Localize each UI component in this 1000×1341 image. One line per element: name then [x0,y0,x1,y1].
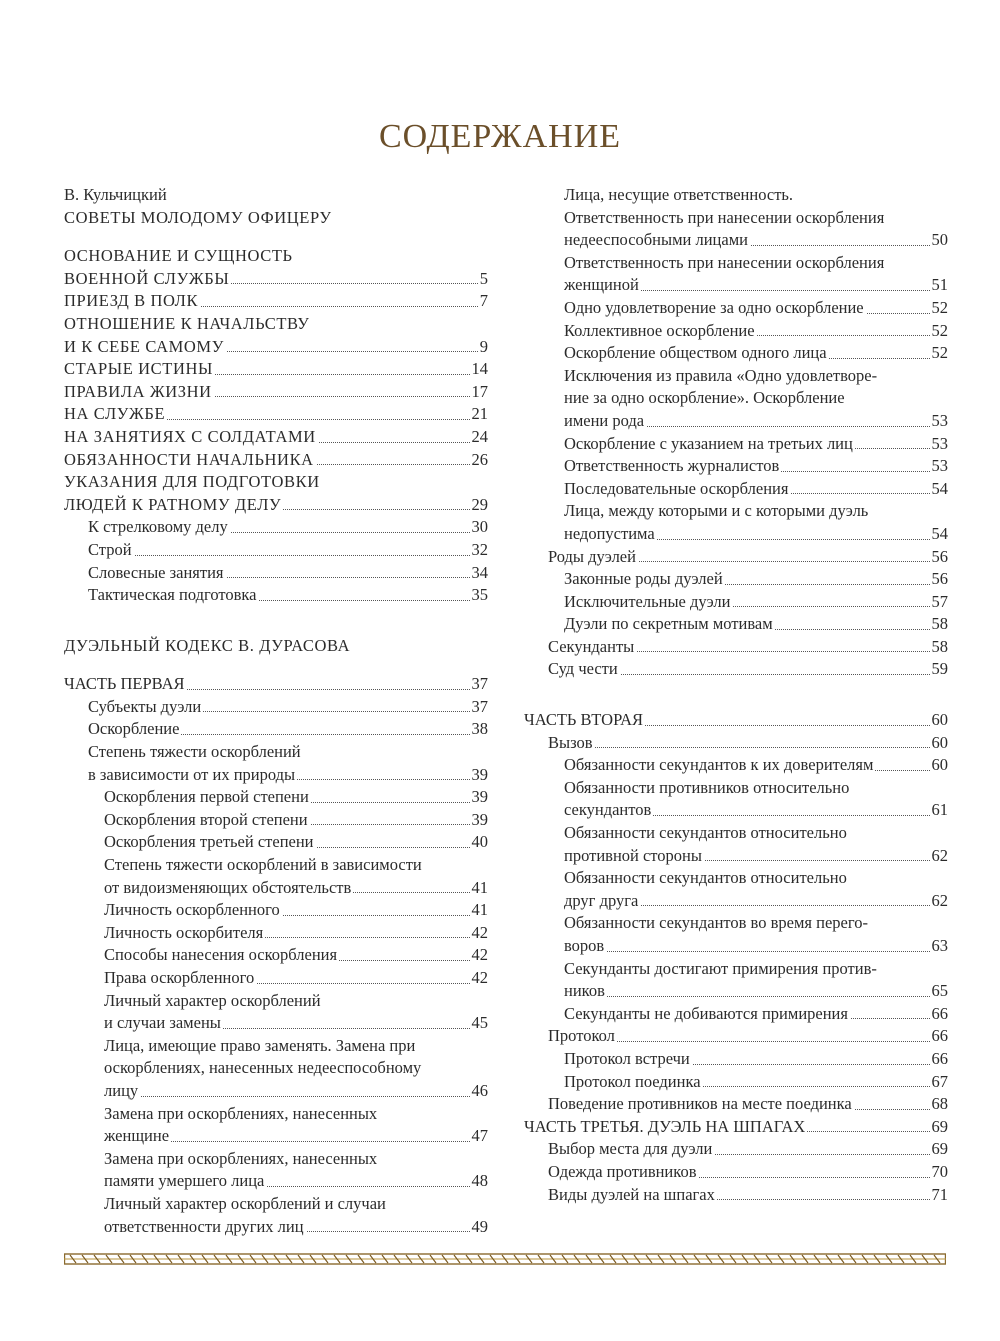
toc-entry-title: Степень тяжести оскорблений [88,742,301,762]
toc-entry-title: Личность оскорбленного [104,900,280,920]
toc-entry-title: Оскорбление [88,719,180,739]
toc-entry [64,381,488,404]
toc-page-number: 40 [470,831,489,854]
toc-entry [524,1025,948,1048]
toc-page-number: 52 [930,320,949,343]
toc-entry-title: В. Кульчицкий [64,185,167,204]
toc-entry [524,478,948,501]
toc-entry-title: оскорблениях, нанесенных недееспособному [104,1058,422,1078]
toc-entry-title: и случаи замены [104,1013,221,1033]
toc-page-number: 30 [470,516,489,539]
toc-entry-title: Лица, между которыми и с которыми дуэль [564,501,869,521]
toc-entry-title: от видоизменяющих обстоятельств [104,877,352,897]
toc-page-number: 56 [930,546,949,569]
toc-entry [524,1071,948,1094]
dot-leader [88,555,488,556]
toc-heading [64,1148,488,1171]
toc-entry [64,290,488,313]
toc-entry-title: Личный характер оскорблений и случаи [104,1193,386,1213]
toc-page-number: 46 [470,1080,489,1103]
toc-entry [64,718,488,741]
toc-page-number: 41 [470,877,489,900]
toc-entry-title: Лица, имеющие право заменять. Замена при [104,1035,416,1055]
toc-entry-title: НА ЗАНЯТИЯХ С СОЛДАТАМИ [64,426,316,446]
toc-entry [64,516,488,539]
toc-heading [64,207,488,230]
toc-entry-title: Исключительные дуэли [564,591,731,611]
toc-page-number: 26 [470,449,489,472]
toc-page-number: 24 [470,426,489,449]
toc-page-number: 52 [930,297,949,320]
toc-entry-title: И К СЕБЕ САМОМУ [64,336,224,356]
toc-entry [64,786,488,809]
toc-entry-title: недееспособными лицами [564,230,748,250]
toc-column-right [524,184,948,1206]
toc-entry [524,297,948,320]
toc-page-number: 14 [470,358,489,381]
toc-entry [524,613,948,636]
toc-entry [64,877,488,900]
toc-entry-title: ЧАСТЬ ТРЕТЬЯ. ДУЭЛЬ НА ШПАГАХ [524,1116,806,1136]
toc-entry [64,899,488,922]
toc-entry [524,274,948,297]
toc-entry-title: Протокол встречи [564,1048,690,1068]
toc-entry [524,410,948,433]
toc-entry-title: ников [564,981,605,1001]
toc-entry [524,732,948,755]
toc-entry [524,433,948,456]
toc-entry-title: Степень тяжести оскорблений в зависимости [104,855,422,875]
toc-page-number: 39 [470,809,489,832]
toc-entry-title: противной стороны [564,845,702,865]
dot-leader [564,951,948,952]
page-title: СОДЕРЖАНИЕ [378,118,622,155]
toc-entry-title: ЛЮДЕЙ К РАТНОМУ ДЕЛУ [64,494,282,514]
toc-entry-title: Обязанности секундантов во время перего- [564,913,868,933]
toc-entry-title: Тактическая подготовка [88,585,257,605]
toc-heading [524,867,948,890]
toc-heading [524,958,948,981]
toc-entry [64,809,488,832]
toc-page-number: 49 [470,1216,489,1239]
toc-entry-title: СОВЕТЫ МОЛОДОМУ ОФИЦЕРУ [64,207,332,227]
toc-page-number: 50 [930,229,949,252]
toc-entry-title: Обязанности противников относительно [564,777,850,797]
toc-heading [64,1035,488,1058]
toc-entry-title: Оскорбление обществом одного лица [564,343,827,363]
toc-page-number: 62 [930,890,949,913]
toc-entry [64,494,488,517]
toc-page-number: 52 [930,342,949,365]
toc-page-number: 66 [930,1025,949,1048]
toc-entry-title: Протокол поединка [564,1071,701,1091]
toc-entry-title: Способы нанесения оскорбления [104,945,338,965]
toc-entry [64,673,488,696]
toc-entry [64,449,488,472]
toc-page-number: 41 [470,899,489,922]
toc-entry-title: Замена при оскорблениях, нанесенных [104,1103,378,1123]
toc-heading [524,387,948,410]
toc-page-number: 5 [478,268,488,291]
toc-entry [64,403,488,426]
toc-entry [524,1184,948,1207]
decorative-border-ornament [64,1252,946,1266]
toc-page-number: 66 [930,1048,949,1071]
toc-heading [524,912,948,935]
toc-heading [64,313,488,336]
toc-entry-title: ПРАВИЛА ЖИЗНИ [64,381,212,401]
toc-page-number: 68 [930,1093,949,1116]
toc-entry-title: Оскорбления третьей степени [104,832,314,852]
toc-page-number: 69 [930,1138,949,1161]
toc-heading [524,365,948,388]
toc-page-number: 51 [930,274,949,297]
toc-entry-title: недопустима [564,523,655,543]
toc-entry-title: Права оскорбленного [104,968,255,987]
toc-entry-title: ответственности других лиц [104,1216,304,1236]
spacer [524,681,948,709]
toc-page-number: 37 [470,673,489,696]
toc-entry [64,922,488,945]
dot-leader [564,996,948,997]
toc-entry [64,426,488,449]
dot-leader [104,1096,488,1097]
toc-entry [524,342,948,365]
toc-page-number: 32 [470,539,489,562]
toc-entry [64,967,488,990]
toc-entry [64,336,488,359]
toc-page-number: 56 [930,568,949,591]
toc-entry [524,709,948,732]
toc-entry-title: ПРИЕЗД В ПОЛК [64,291,199,311]
toc-page-number: 42 [470,922,489,945]
toc-heading [64,854,488,877]
toc-entry-title: Строй [88,539,132,559]
toc-entry-title: Секунданты достигают примирения против- [564,958,877,978]
toc-entry [64,358,488,381]
toc-heading [64,184,488,207]
toc-entry [64,539,488,562]
toc-entry-title: Обязанности секундантов относительно [564,868,847,888]
toc-entry-title: Вызов [548,732,593,752]
toc-entry-title: Дуэли по секретным мотивам [564,614,773,634]
toc-entry-title: ОСНОВАНИЕ И СУЩНОСТЬ [64,246,293,266]
toc-entry [64,944,488,967]
spacer [64,229,488,245]
dot-leader [548,747,948,748]
toc-heading [524,500,948,523]
toc-entry-title: Секунданты не добиваются примирения [564,1003,848,1023]
spacer [64,657,488,673]
toc-entry-title: Выбор места для дуэли [548,1139,713,1159]
toc-page-number: 42 [470,967,489,990]
toc-entry-title: ВОЕННОЙ СЛУЖБЫ [64,268,230,288]
toc-page-number: 9 [478,336,488,359]
toc-page-number: 53 [930,433,949,456]
toc-page-number: 54 [930,478,949,501]
toc-page-number: 54 [930,523,949,546]
toc-entry-title: Ответственность при нанесении оскорбления [564,207,885,227]
toc-page-number: 67 [930,1071,949,1094]
toc-page-number: 37 [470,696,489,719]
toc-page-number: 42 [470,944,489,967]
toc-heading [64,471,488,494]
toc-entry-title: Секунданты [548,636,635,656]
toc-entry-title: памяти умершего лица [104,1171,265,1191]
toc-heading [524,777,948,800]
toc-entry [64,584,488,607]
toc-entry [524,658,948,681]
toc-entry [64,1125,488,1148]
toc-entry-title: Поведение противников на месте поединка [548,1094,852,1114]
toc-entry [64,1170,488,1193]
toc-entry-title: Коллективное оскорбление [564,320,755,340]
toc-entry [524,636,948,659]
toc-page-number: 69 [930,1116,949,1139]
toc-entry-title: Ответственность журналистов [564,456,780,476]
toc-entry [524,935,948,958]
toc-entry-title: ОТНОШЕНИЕ К НАЧАЛЬСТВУ [64,313,310,333]
toc-heading [524,252,948,275]
toc-page-number: 59 [930,658,949,681]
toc-entry [524,1093,948,1116]
toc-page-number: 60 [930,709,949,732]
toc-entry [524,799,948,822]
toc-page-number: 53 [930,455,949,478]
toc-entry [524,980,948,1003]
toc-entry [64,268,488,291]
toc-page-number: 45 [470,1012,489,1035]
toc-entry [524,1003,948,1026]
toc-entry [64,831,488,854]
toc-entry-title: ДУЭЛЬНЫЙ КОДЕКС В. ДУРАСОВА [64,635,351,655]
toc-page-number: 70 [930,1161,949,1184]
toc-entry-title: ние за одно оскорбление». Оскорбление [564,388,845,408]
toc-page-number: 60 [930,754,949,777]
toc-entry [64,1012,488,1035]
toc-entry [524,1138,948,1161]
toc-entry-title: Обязанности секундантов относительно [564,823,847,843]
toc-page-number: 61 [930,799,949,822]
toc-heading [64,1103,488,1126]
toc-entry-title: Оскорбления второй степени [104,809,308,829]
toc-entry-title: УКАЗАНИЯ ДЛЯ ПОДГОТОВКИ [64,472,320,492]
toc-entry-title: друг друга [564,890,639,910]
toc-heading [524,184,948,207]
toc-entry-title: СТАРЫЕ ИСТИНЫ [64,359,213,379]
toc-entry-title: женщине [104,1126,170,1146]
toc-page-number: 34 [470,562,489,585]
toc-entry-title: Субъекты дуэли [88,696,202,716]
toc-entry [524,523,948,546]
toc-page-number: 29 [470,494,489,517]
toc-column-left [64,184,488,1238]
toc-entry [524,568,948,591]
toc-entry-title: Законные роды дуэлей [564,569,723,589]
toc-entry-title: женщиной [564,275,639,295]
toc-heading [64,1193,488,1216]
toc-page-number: 17 [470,381,489,404]
toc-entry [524,890,948,913]
toc-entry [524,1048,948,1071]
toc-heading [524,207,948,230]
toc-heading [64,741,488,764]
toc-entry-title: ОБЯЗАННОСТИ НАЧАЛЬНИКА [64,449,314,469]
toc-entry-title: ЧАСТЬ ВТОРАЯ [524,710,644,730]
toc-page-number: 21 [470,403,489,426]
toc-entry-title: Суд чести [548,659,618,679]
toc-page-number: 58 [930,613,949,636]
toc-page-number: 7 [478,290,488,313]
toc-page-number: 39 [470,764,489,787]
toc-page-number: 65 [930,980,949,1003]
toc-entry-title: НА СЛУЖБЕ [64,404,166,424]
toc-page-number: 53 [930,410,949,433]
toc-page-number: 57 [930,591,949,614]
toc-entry-title: Исключения из правила «Одно удовлетворе- [564,365,878,385]
spacer [64,607,488,635]
toc-entry [524,455,948,478]
toc-page-number: 71 [930,1184,949,1207]
toc-entry-title: имени рода [564,410,645,430]
toc-entry-title: Личность оскорбителя [104,922,264,942]
toc-entry-title: Одежда противников [548,1161,697,1181]
toc-entry [64,696,488,719]
toc-heading [524,822,948,845]
toc-entry-title: Ответственность при нанесении оскорбления [564,252,885,272]
toc-entry-title: в зависимости от их природы [88,764,296,784]
toc-entry [524,1161,948,1184]
toc-heading [64,635,488,658]
toc-page-number: 39 [470,786,489,809]
toc-entry-title: Оскорбления первой степени [104,787,309,807]
toc-entry [524,546,948,569]
toc-page-number: 62 [930,845,949,868]
toc-heading [64,245,488,268]
toc-entry [524,845,948,868]
toc-heading [64,990,488,1013]
toc-entry-title: Роды дуэлей [548,546,636,566]
toc-entry-title: Обязанности секундантов к их доверителям [564,755,874,775]
toc-entry [64,764,488,787]
toc-page-number: 63 [930,935,949,958]
toc-entry-title: Лица, несущие ответственность. [564,185,794,204]
toc-entry [524,229,948,252]
toc-entry-title: лицу [104,1080,139,1100]
toc-page-number: 58 [930,636,949,659]
toc-entry-title: Личный характер оскорблений [104,990,321,1010]
toc-entry-title: Протокол [548,1026,615,1046]
toc-entry-title: ЧАСТЬ ПЕРВАЯ [64,674,185,694]
toc-entry-title: воров [564,936,605,955]
toc-entry [64,1216,488,1239]
toc-entry [524,320,948,343]
toc-page-number: 48 [470,1170,489,1193]
toc-heading [64,1057,488,1080]
toc-page-number: 38 [470,718,489,741]
toc-entry [524,754,948,777]
toc-entry-title: секундантов [564,800,652,820]
toc-page-number: 60 [930,732,949,755]
toc-entry [524,591,948,614]
toc-entry-title: Замена при оскорблениях, нанесенных [104,1148,378,1168]
toc-page-number: 66 [930,1003,949,1026]
toc-entry [64,1080,488,1103]
toc-entry [64,562,488,585]
toc-entry-title: Словесные занятия [88,562,224,582]
toc-entry-title: Оскорбление с указанием на третьих лиц [564,433,853,453]
toc-entry-title: Последовательные оскорбления [564,478,789,498]
toc-page-number: 47 [470,1125,489,1148]
toc-entry-title: К стрелковому делу [88,517,228,537]
toc-entry-title: Одно удовлетворение за одно оскорбление [564,297,864,317]
toc-entry [524,1116,948,1139]
toc-page-number: 35 [470,584,489,607]
toc-entry-title: Виды дуэлей на шпагах [548,1184,715,1204]
